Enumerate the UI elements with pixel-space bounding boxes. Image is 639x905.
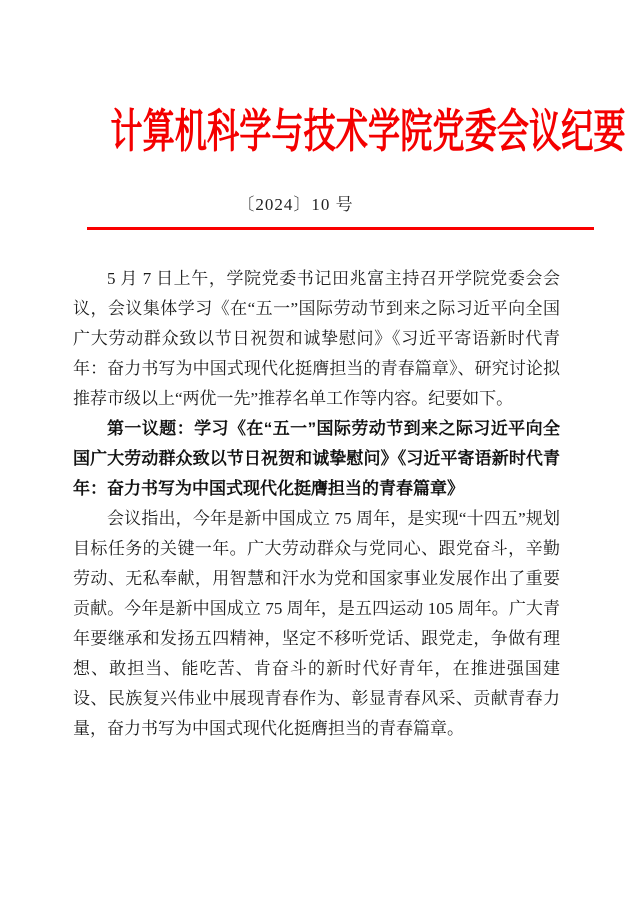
paragraph-intro: 5 月 7 日上午，学院党委书记田兆富主持召开学院党委会会议，会议集体学习《在“五一”国际劳动节到来之际习近平向全国广大劳动群众致以节日祝贺和诚挚慰问》《习近平寄语新时代青年：奋力书写为中国式现代化挺膺担当的青春篇章》、研究讨论拟推荐市级以上“两优一先”推荐名单工作等内容。纪要如下。 <box>73 269 560 408</box>
document-number: 〔2024〕10 号 <box>237 195 354 214</box>
title-row <box>0 106 639 159</box>
red-divider-line <box>87 227 594 230</box>
paragraph-meeting-notes: 会议指出，今年是新中国成立 75 周年，是实现“十四五”规划目标任务的关键一年。广大劳动群众与党同心、跟党奋斗，辛勤劳动、无私奉献，用智慧和汗水为党和国家事业发展作出了重要贡献。今年是新中国成立 75 周年，是五四运动 105 周年。广大青年要继承和发扬五四精神，坚定不移听党话、跟党走，争做有理想、敢担当、能吃苦、肯奋斗的新时代好青年，在推进强国建设、民族复兴伟业中展现青春作为、彰显青春风采、贡献青春力量，奋力书写为中国式现代化挺膺担当的青春篇章。 <box>73 509 560 738</box>
document-body <box>73 264 560 744</box>
doc-number-row <box>0 190 639 215</box>
paragraph-topic-heading: 第一议题：学习《在“五一”国际劳动节到来之际习近平向全国广大劳动群众致以节日祝贺和诚挚慰问》《习近平寄语新时代青年：奋力书写为中国式现代化挺膺担当的青春篇章》 <box>73 419 560 498</box>
document-title: 计算机科学与技术学院党委会议纪要 <box>110 106 626 157</box>
